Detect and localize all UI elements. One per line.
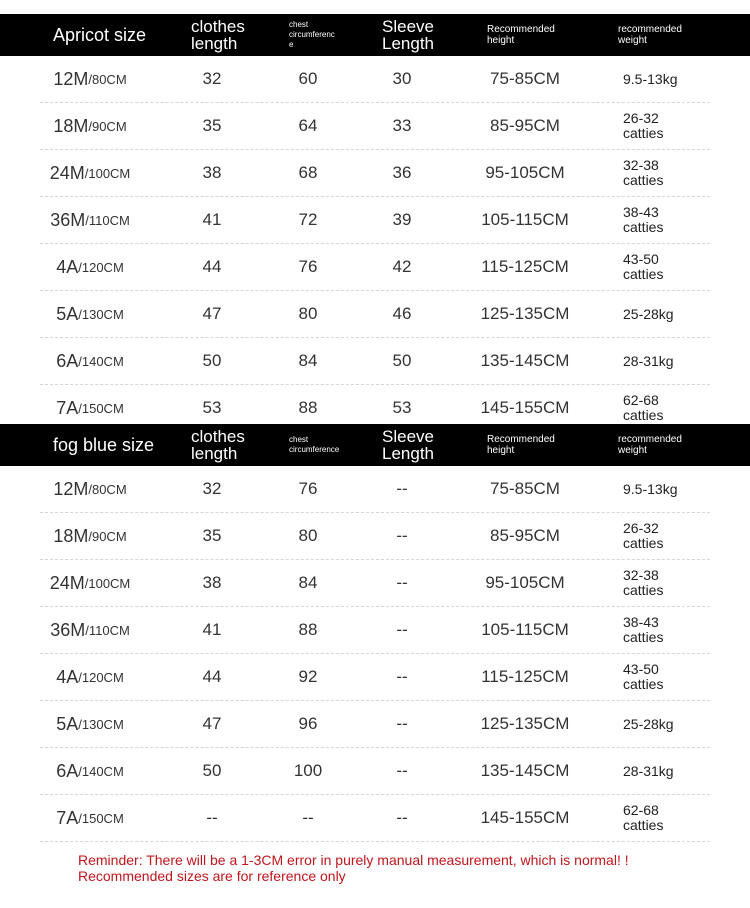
- header-height-line: Recommended: [487, 434, 555, 445]
- table-row: [40, 244, 710, 291]
- height-cell: 115-125CM: [481, 257, 569, 276]
- weight-line: 26-32: [623, 520, 659, 536]
- weight-line: catties: [623, 266, 664, 282]
- weight-cell: [623, 338, 674, 384]
- size-main: 6A: [56, 760, 79, 781]
- sleeve-cell: 50: [392, 351, 412, 370]
- size-cell: [50, 150, 131, 196]
- chest-cell: 72: [298, 210, 318, 229]
- weight-line: 25-28kg: [623, 715, 674, 732]
- length-cell: 50: [202, 761, 222, 780]
- header-chest-line: circumferenc: [289, 30, 335, 39]
- weight-line: catties: [623, 676, 664, 692]
- header-length-line: clothes: [191, 427, 245, 446]
- chest-cell: 100: [293, 761, 323, 780]
- header-sleeve: [382, 424, 434, 466]
- chest-cell: --: [302, 808, 314, 827]
- weight-cell: [623, 701, 674, 747]
- weight-line: 62-68: [623, 802, 659, 818]
- sleeve-cell: 46: [392, 304, 412, 323]
- weight-line: 28-31kg: [623, 762, 674, 779]
- table-row: [40, 795, 710, 842]
- length-cell: 44: [202, 257, 222, 276]
- table-row: [40, 291, 710, 338]
- table-row: [40, 748, 710, 795]
- size-cell: [53, 513, 126, 559]
- weight-line: catties: [623, 629, 664, 645]
- weight-line: catties: [623, 582, 664, 598]
- sleeve-cell: --: [396, 808, 408, 827]
- weight-line: 32-38: [623, 567, 659, 583]
- table-header: [0, 424, 750, 466]
- weight-cell: [623, 103, 663, 149]
- weight-line: 32-38: [623, 157, 659, 173]
- header-weight-line: weight: [618, 35, 647, 46]
- table-row: [40, 466, 710, 513]
- header-size-line: Apricot size: [53, 25, 147, 45]
- weight-cell: [623, 244, 663, 290]
- size-main: 4A: [56, 666, 79, 687]
- apricot-size-table: [0, 14, 750, 432]
- length-cell: 41: [202, 210, 222, 229]
- size-cell: [56, 244, 124, 290]
- weight-line: catties: [623, 172, 664, 188]
- size-sub: /120CM: [78, 259, 124, 275]
- size-cell: [53, 466, 126, 512]
- sleeve-cell: 39: [392, 210, 412, 229]
- reminder-note: [78, 852, 718, 884]
- length-cell: 32: [202, 479, 222, 498]
- height-cell: 85-95CM: [490, 526, 560, 545]
- header-length: [191, 424, 245, 466]
- length-cell: 32: [202, 69, 222, 88]
- sleeve-cell: 36: [392, 163, 412, 182]
- size-sub: /140CM: [78, 763, 124, 779]
- size-cell: [56, 338, 124, 384]
- height-cell: 75-85CM: [490, 479, 560, 498]
- table-row: [40, 150, 710, 197]
- length-cell: 47: [202, 304, 222, 323]
- weight-line: catties: [623, 535, 664, 551]
- table-row: [40, 607, 710, 654]
- weight-line: 28-31kg: [623, 352, 674, 369]
- sleeve-cell: --: [396, 667, 408, 686]
- size-main: 4A: [56, 256, 79, 277]
- weight-cell: [623, 607, 663, 653]
- size-main: 7A: [56, 397, 79, 418]
- fog-blue-size-table: [0, 424, 750, 842]
- table-row: [40, 560, 710, 607]
- size-cell: [53, 103, 126, 149]
- size-main: 12M: [53, 68, 89, 89]
- chest-cell: 80: [298, 526, 318, 545]
- height-cell: 85-95CM: [490, 116, 560, 135]
- length-cell: --: [206, 808, 218, 827]
- header-chest-line: chest: [289, 20, 309, 29]
- header-sleeve-line: Length: [382, 34, 434, 53]
- length-cell: 38: [202, 573, 222, 592]
- weight-cell: [623, 291, 674, 337]
- size-cell: [56, 654, 124, 700]
- height-cell: 115-125CM: [481, 667, 569, 686]
- chest-cell: 80: [298, 304, 318, 323]
- table-row: [40, 654, 710, 701]
- weight-line: 26-32: [623, 110, 659, 126]
- height-cell: 135-145CM: [480, 761, 570, 780]
- weight-line: 25-28kg: [623, 305, 674, 322]
- weight-line: 38-43: [623, 204, 659, 220]
- sleeve-cell: --: [396, 620, 408, 639]
- size-cell: [56, 795, 124, 841]
- header-chest: [289, 14, 335, 56]
- reminder-line-2: Recommended sizes are for reference only: [78, 868, 346, 884]
- chest-cell: 84: [298, 573, 318, 592]
- size-cell: [56, 748, 124, 794]
- header-weight-line: weight: [618, 445, 647, 456]
- header-length-line: clothes: [191, 17, 245, 36]
- size-sub: /100CM: [84, 575, 131, 591]
- length-cell: 53: [202, 398, 222, 417]
- weight-line: catties: [623, 817, 664, 833]
- weight-cell: [623, 513, 663, 559]
- weight-cell: [623, 748, 674, 794]
- size-sub: /110CM: [85, 212, 130, 228]
- size-main: 36M: [50, 619, 86, 640]
- header-height-line: Recommended: [487, 24, 555, 35]
- size-sub: /80CM: [88, 481, 127, 497]
- weight-line: catties: [623, 407, 664, 423]
- sleeve-cell: 33: [392, 116, 412, 135]
- sleeve-cell: --: [396, 479, 408, 498]
- length-cell: 38: [202, 163, 222, 182]
- table-row: [40, 513, 710, 560]
- size-cell: [50, 197, 130, 243]
- size-sub: /130CM: [78, 306, 124, 322]
- weight-cell: [623, 56, 677, 102]
- height-cell: 125-135CM: [480, 714, 570, 733]
- chest-cell: 96: [298, 714, 318, 733]
- header-height-line: height: [487, 35, 515, 46]
- height-cell: 135-145CM: [480, 351, 570, 370]
- size-main: 5A: [56, 303, 79, 324]
- weight-line: 43-50: [623, 251, 659, 267]
- header-chest-line: chest: [289, 435, 309, 444]
- header-weight-line: recommended: [618, 434, 682, 445]
- chest-cell: 92: [298, 667, 318, 686]
- header-weight: [618, 14, 682, 56]
- height-cell: 125-135CM: [480, 304, 570, 323]
- header-length-line: length: [191, 444, 238, 463]
- weight-line: catties: [623, 125, 664, 141]
- length-cell: 35: [202, 526, 222, 545]
- header-chest: [289, 424, 339, 466]
- length-cell: 47: [202, 714, 222, 733]
- weight-cell: [623, 795, 663, 841]
- size-cell: [53, 56, 126, 102]
- weight-cell: [623, 560, 663, 606]
- chest-cell: 60: [298, 69, 318, 88]
- header-weight-line: recommended: [618, 24, 682, 35]
- header-size-line: fog blue size: [53, 435, 155, 455]
- length-cell: 41: [202, 620, 222, 639]
- header-size: [53, 424, 154, 466]
- sleeve-cell: 53: [392, 398, 412, 417]
- sleeve-cell: --: [396, 526, 408, 545]
- size-main: 12M: [53, 478, 89, 499]
- length-cell: 35: [202, 116, 222, 135]
- header-sleeve-line: Sleeve: [382, 17, 434, 36]
- size-sub: /150CM: [78, 400, 124, 416]
- size-cell: [50, 607, 130, 653]
- sleeve-cell: --: [396, 573, 408, 592]
- length-cell: 50: [202, 351, 222, 370]
- header-chest-line: e: [289, 40, 294, 49]
- height-cell: 145-155CM: [480, 808, 570, 827]
- size-sub: /100CM: [84, 165, 131, 181]
- table-header: [0, 14, 750, 56]
- length-cell: 44: [202, 667, 222, 686]
- height-cell: 105-115CM: [481, 620, 569, 639]
- height-cell: 105-115CM: [481, 210, 569, 229]
- reminder-line-1: Reminder: There will be a 1-3CM error in purely manual measurement, which is normal! !: [78, 852, 629, 868]
- sleeve-cell: --: [396, 761, 408, 780]
- size-main: 18M: [53, 525, 89, 546]
- table-row: [40, 701, 710, 748]
- weight-cell: [623, 150, 663, 196]
- size-main: 7A: [56, 807, 79, 828]
- table-row: [40, 103, 710, 150]
- size-cell: [50, 560, 131, 606]
- size-sub: /80CM: [88, 71, 127, 87]
- height-cell: 95-105CM: [485, 163, 565, 182]
- weight-line: catties: [623, 219, 664, 235]
- sleeve-cell: --: [396, 714, 408, 733]
- size-sub: /120CM: [78, 669, 124, 685]
- weight-line: 62-68: [623, 392, 659, 408]
- weight-line: 38-43: [623, 614, 659, 630]
- chest-cell: 76: [298, 479, 318, 498]
- table-row: [40, 338, 710, 385]
- size-main: 24M: [49, 572, 85, 593]
- size-main: 18M: [53, 115, 89, 136]
- size-cell: [56, 291, 124, 337]
- height-cell: 95-105CM: [485, 573, 565, 592]
- sleeve-cell: 30: [392, 69, 412, 88]
- weight-line: 9.5-13kg: [623, 70, 678, 87]
- size-sub: /110CM: [85, 622, 130, 638]
- header-length-line: length: [191, 34, 238, 53]
- chest-cell: 88: [298, 620, 318, 639]
- size-sub: /150CM: [78, 810, 124, 826]
- weight-cell: [623, 654, 663, 700]
- size-sub: /140CM: [78, 353, 124, 369]
- chest-cell: 76: [298, 257, 318, 276]
- size-main: 6A: [56, 350, 79, 371]
- size-main: 24M: [49, 162, 85, 183]
- chest-cell: 64: [298, 116, 318, 135]
- header-chest-line: circumference: [289, 445, 340, 454]
- size-main: 36M: [50, 209, 86, 230]
- chest-cell: 88: [298, 398, 318, 417]
- chest-cell: 84: [298, 351, 318, 370]
- header-sleeve-line: Length: [382, 444, 434, 463]
- weight-line: 9.5-13kg: [623, 480, 678, 497]
- chest-cell: 68: [298, 163, 318, 182]
- size-main: 5A: [56, 713, 79, 734]
- size-cell: [56, 701, 124, 747]
- header-height: [487, 424, 555, 466]
- height-cell: 145-155CM: [480, 398, 570, 417]
- height-cell: 75-85CM: [490, 69, 560, 88]
- header-height: [487, 14, 555, 56]
- size-sub: /90CM: [88, 118, 127, 134]
- header-weight: [618, 424, 682, 466]
- table-row: [40, 56, 710, 103]
- header-size: [53, 14, 146, 56]
- sleeve-cell: 42: [392, 257, 412, 276]
- header-length: [191, 14, 245, 56]
- header-sleeve: [382, 14, 434, 56]
- weight-cell: [623, 197, 663, 243]
- weight-line: 43-50: [623, 661, 659, 677]
- size-sub: /130CM: [78, 716, 124, 732]
- header-sleeve-line: Sleeve: [382, 427, 434, 446]
- header-height-line: height: [487, 445, 515, 456]
- weight-cell: [623, 466, 677, 512]
- size-sub: /90CM: [88, 528, 127, 544]
- table-row: [40, 197, 710, 244]
